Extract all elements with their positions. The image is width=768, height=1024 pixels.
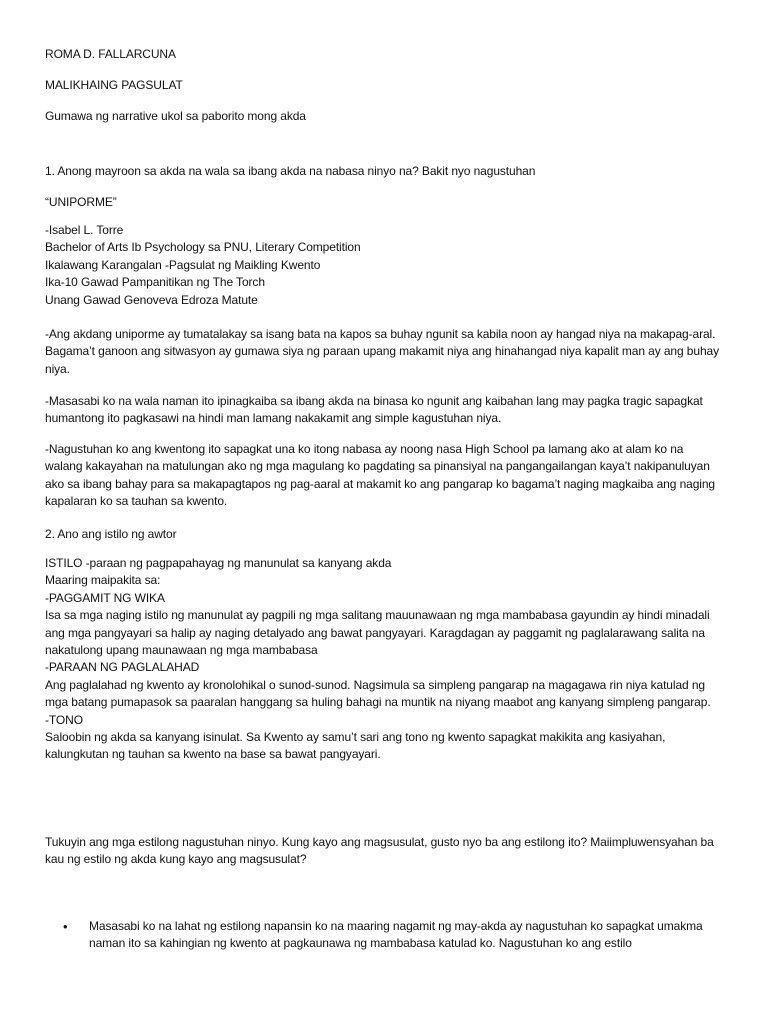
wika-text: Isa sa mga naging istilo ng manunulat ay pagpili ng mga salitang mauunawaan ng mga mambabasa gayundin ay hindi minadali ang mga pangyayari sa halip ay naging detalyado ang bawat pangyayari. Karagdagan ay paggamit ng paglalarawang salita na nakatulong upang maunawaan ng mga mambabasa bbox=[45, 608, 710, 658]
style-section bbox=[45, 555, 722, 764]
paglalahad-heading: -PARAAN NG PAGLALAHAD bbox=[45, 660, 200, 675]
author-name: ROMA D. FALLARCUNA bbox=[45, 47, 176, 61]
paglalahad-text: Ang paglalahad ng kwento ay kronolohikal o sunod-sunod. Nagsimula sa simpleng pangarap na magagawa rin niya katulad ng mga batang pumapasok sa paaralan hanggang sa huling bahagi na muntik na niyang maabot ang kanyang simpleng pangarap. bbox=[45, 677, 711, 710]
paragraph-reason: -Nagustuhan ko ang kwentong ito sapagkat una ko itong nabasa ay noong nasa High School pa lamang ako at alam ko na walang kakayahan na matulungan ako ng mga magulang ko pagdating sa pinansiyal na pangangailangan kaya’t nakipanuluyan ako sa ibang bahay para sa makapagtapos ng pag-aaral at makamit ko ang pangarap ko bagama’t naging magkaiba ang naging kapalaran ko sa tauhan sa kwento. bbox=[45, 442, 716, 509]
question-2: 2. Ano ang istilo ng awtor bbox=[45, 527, 177, 541]
paragraph-difference: -Masasabi ko na wala naman ito ipinagkaiba sa ibang akda na binasa ko ngunit ang kaibahan lang may pagka tragic sapagkat humantong ito pagkasawi na hindi man lamang nakakamit ang simple kagustuhan niya. bbox=[45, 394, 703, 426]
style-intro: Maaring maipakita sa: bbox=[45, 573, 161, 588]
author-credits bbox=[45, 222, 722, 309]
paragraph-summary: -Ang akdang uniporme ay tumatalakay sa isang bata na kapos sa buhay ngunit sa kabila noon ay hangad niya na makapag-aral. Bagama’t ganoon ang sitwasyon ay gumawa siya ng paraan upang makamit niya ang hinahangad niya kapalit man ay ang buhay niya. bbox=[45, 327, 719, 376]
story-title: “UNIPORME” bbox=[45, 195, 117, 209]
credit-line: Ikalawang Karangalan -Pagsulat ng Maikling Kwento bbox=[45, 257, 321, 272]
credit-line: -Isabel L. Torre bbox=[45, 223, 124, 237]
bullet-text: Masasabi ko na lahat ng estilong napansin ko na maaring nagamit ng may-akda ay nagustuhan ko sapagkat umakma naman ito sa kahingian ng kwento at pagkaunawa ng mambabasa katulad ko. Nagustuhan ko ang estilo bbox=[89, 919, 703, 951]
wika-heading: -PAGGAMIT NG WIKA bbox=[45, 590, 165, 605]
tono-text: Saloobin ng akda sa kanyang isinulat. Sa Kwento ay samu’t sari ang tono ng kwento sapagkat makikita ang kasiyahan, kalungkutan ng tauhan sa kwento na base sa bawat pangyayari. bbox=[45, 730, 666, 762]
subject-title: MALIKHAING PAGSULAT bbox=[45, 78, 183, 92]
credit-line: Ika-10 Gawad Pampanitikan ng The Torch bbox=[45, 275, 265, 290]
credit-line: Unang Gawad Genoveva Edroza Matute bbox=[45, 292, 258, 307]
question-1: 1. Anong mayroon sa akda na wala sa ibang akda na nabasa ninyo na? Bakit nyo nagustuhan bbox=[45, 164, 536, 178]
question-3: Tukuyin ang mga estilong nagustuhan ninyo. Kung kayo ang magsusulat, gusto nyo ba ang estilong ito? Maiimpluwensyahan ba kau ng estilo ng akda kung kayo ang magsusulat? bbox=[45, 835, 714, 867]
style-definition: ISTILO -paraan ng pagpapahayag ng manunulat sa kanyang akda bbox=[45, 556, 392, 570]
credit-line: Bachelor of Arts Ib Psychology sa PNU, Literary Competition bbox=[45, 240, 361, 255]
tono-heading: -TONO bbox=[45, 712, 83, 727]
list-item bbox=[63, 918, 722, 953]
bullet-icon: • bbox=[63, 919, 68, 934]
instruction-text: Gumawa ng narrative ukol sa paborito mong akda bbox=[45, 109, 306, 123]
